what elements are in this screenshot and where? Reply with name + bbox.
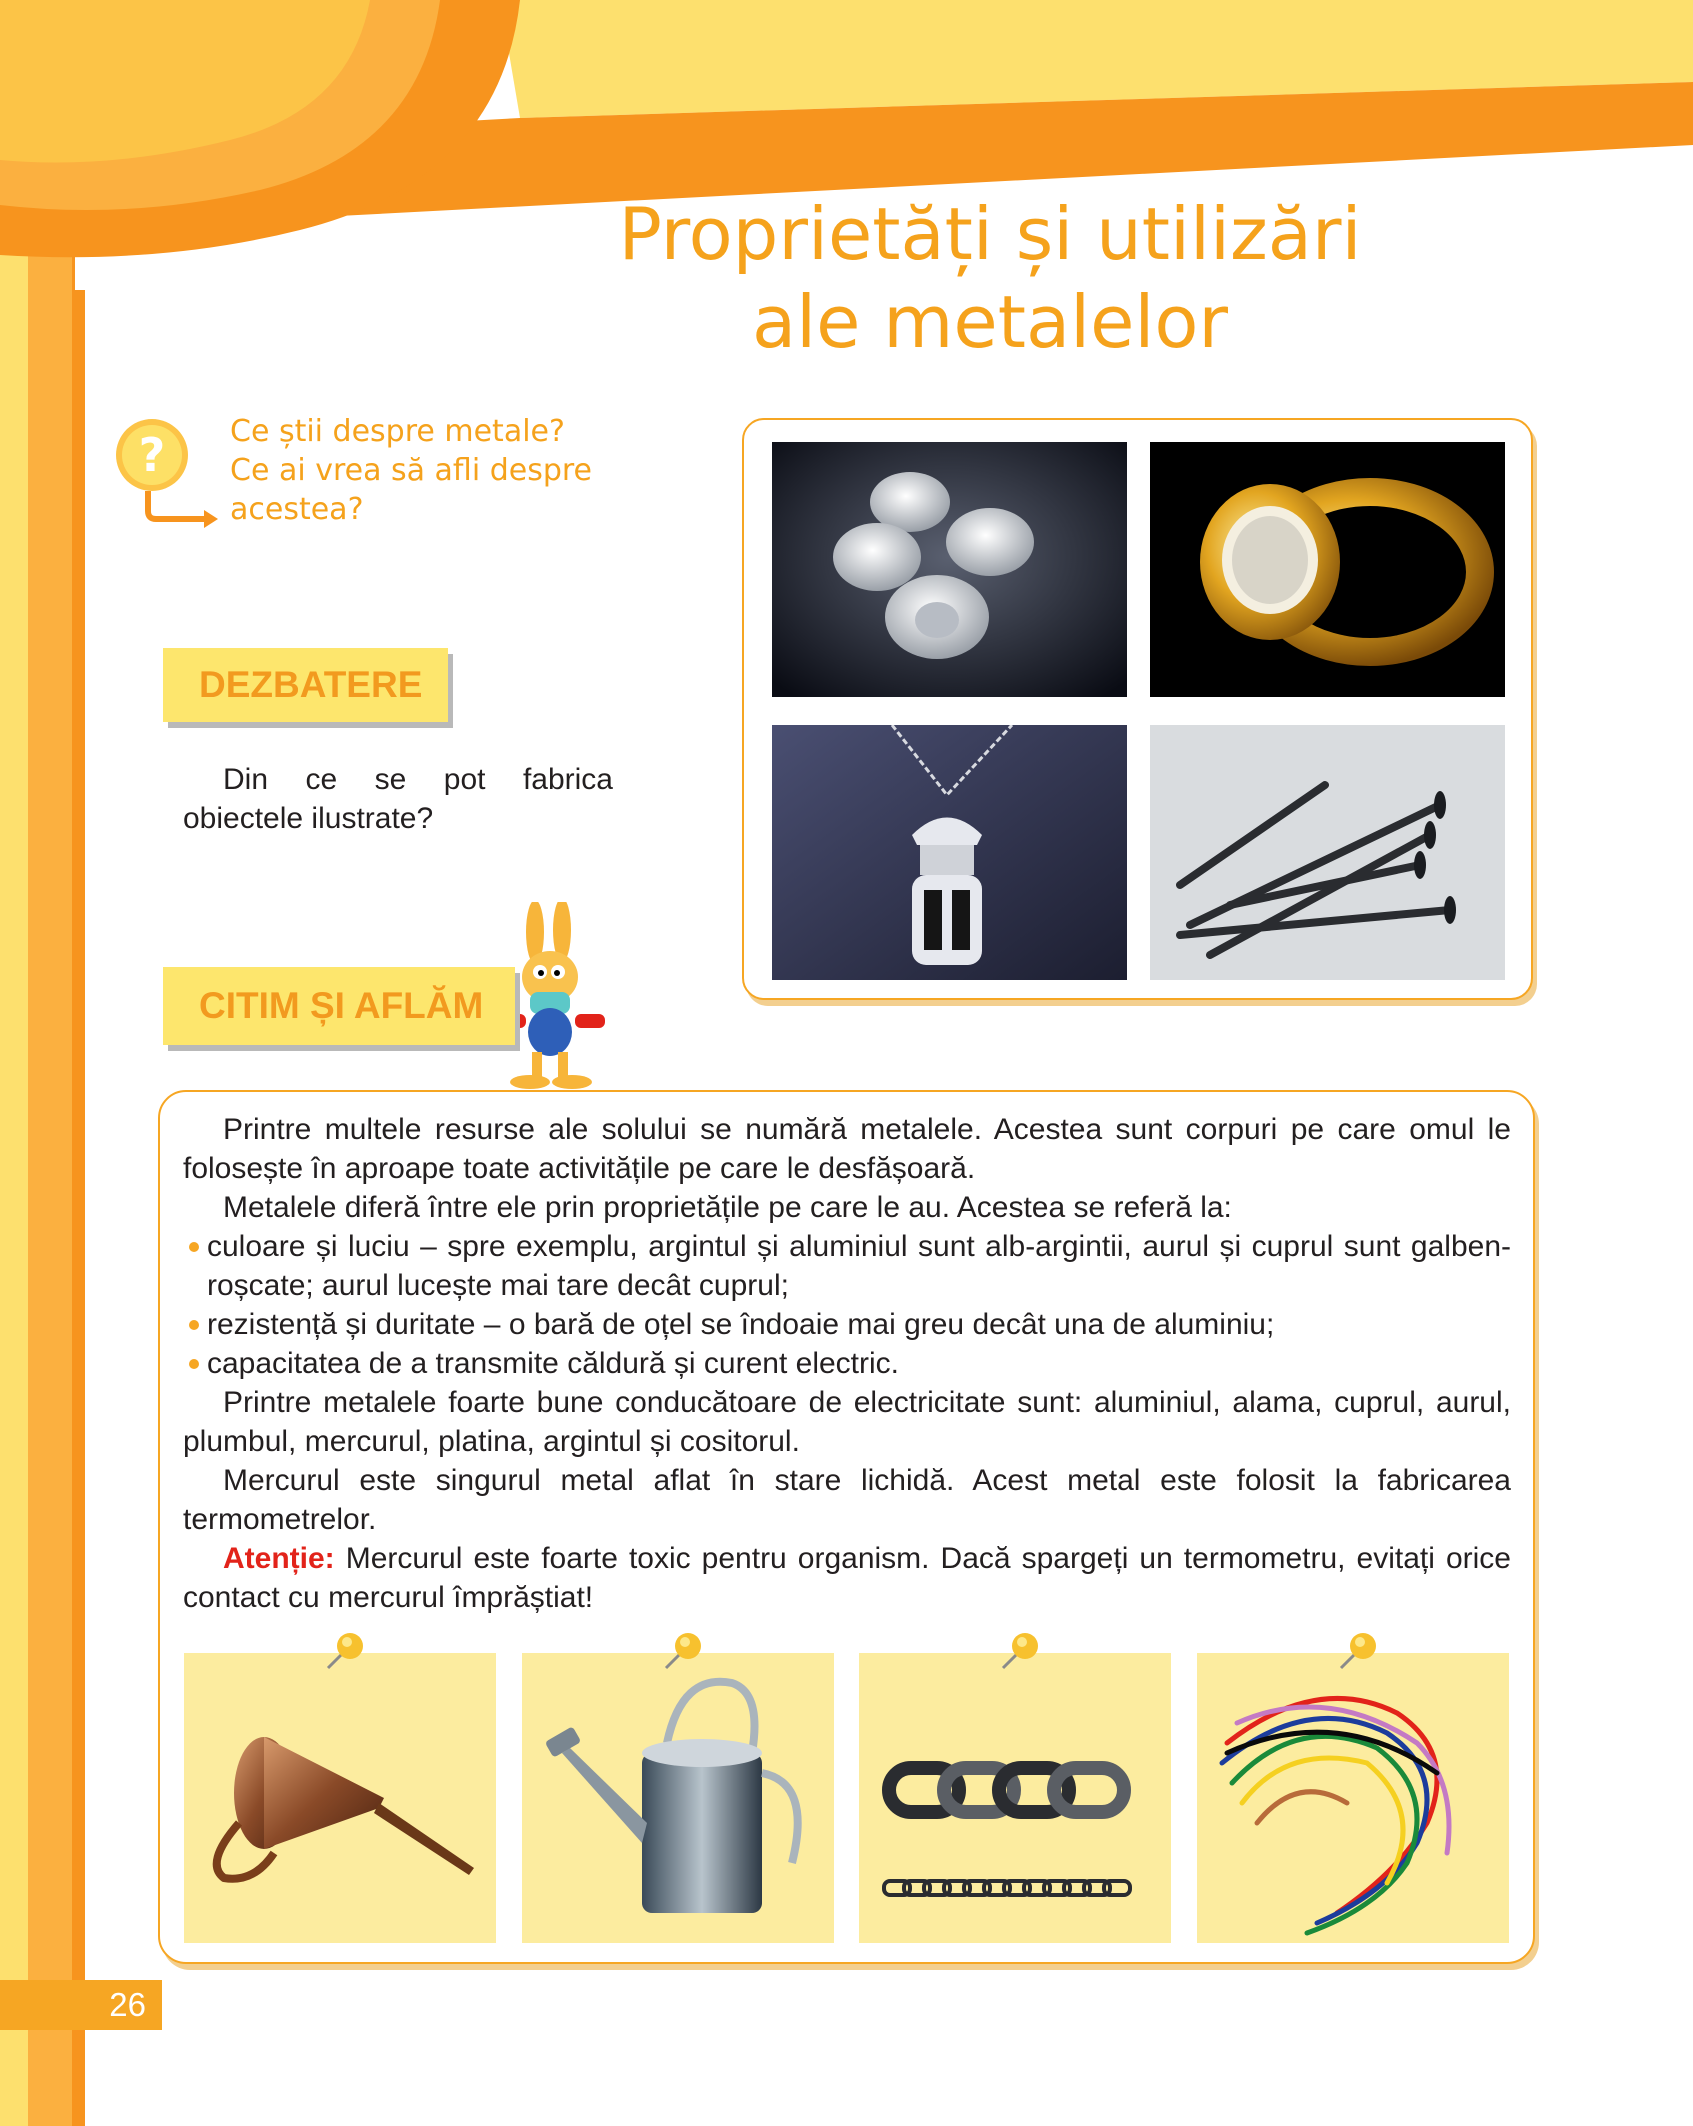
title-line-2: ale metalelor: [751, 280, 1229, 364]
photo-gallery: [742, 418, 1533, 1000]
list-item-text: capacitatea de a transmite căldură și curent electric.: [207, 1347, 900, 1380]
page-number: 26: [0, 1980, 162, 2030]
reading-label: CITIM ȘI AFLĂM: [163, 967, 515, 1045]
list-item: [183, 1305, 1511, 1344]
warning-paragraph: [183, 1539, 1511, 1617]
silver-pendant-photo: [772, 725, 1127, 980]
list-item-text: culoare și luciu – spre exemplu, argintul și aluminiul sunt alb-argintii, aurul și cuprul sunt galben-roșcate; aurul lucește mai tare decât cuprul;: [207, 1230, 1511, 1302]
question-line-2: Ce ai vrea să afli despre: [230, 453, 593, 488]
pushpin-icon: [320, 1626, 370, 1676]
nails-photo: [1150, 725, 1505, 980]
reading-text: [183, 1110, 1511, 1617]
title-line-1: Proprietăți și utilizări: [618, 192, 1362, 276]
question-line-3: acestea?: [230, 492, 364, 527]
bullet-icon: [189, 1359, 199, 1369]
properties-list: [183, 1227, 1511, 1383]
reading-paragraph-1: Printre multele resurse ale solului se numără metalele. Acestea sunt corpuri pe care omul le folosește în aproape toate activitățile pe care le desfășoară.: [183, 1113, 1511, 1185]
debate-label: DEZBATERE: [163, 648, 448, 722]
pushpin-icon: [1333, 1626, 1383, 1676]
aluminum-bowls-photo: [772, 442, 1127, 697]
gold-ring-photo: [1150, 442, 1505, 697]
reading-paragraph-2: Metalele diferă între ele prin proprietățile pe care le au. Acestea se referă la:: [223, 1191, 1232, 1224]
list-item: [183, 1227, 1511, 1305]
funnel-note: [184, 1653, 496, 1943]
steel-chain-illustration: [859, 1653, 1171, 1943]
electric-wires-illustration: [1197, 1653, 1509, 1943]
bullet-icon: [189, 1320, 199, 1330]
pushpin-icon: [658, 1626, 708, 1676]
question-prompt: [230, 412, 650, 529]
wires-note: [1197, 1653, 1509, 1943]
warning-text: Mercurul este foarte toxic pentru organism. Dacă spargeți un termometru, evitați orice contact cu mercurul împrăștiat!: [183, 1542, 1511, 1614]
list-item-text: rezistență și duritate – o bară de oțel se îndoaie mai greu decât una de aluminiu;: [207, 1308, 1275, 1341]
reading-paragraph-4: Mercurul este singurul metal aflat în stare lichidă. Acest metal este folosit la fabricarea termometrelor.: [183, 1464, 1511, 1536]
debate-text: Din ce se pot fabrica obiectele ilustrate?: [183, 763, 613, 835]
watering-can-note: [522, 1653, 834, 1943]
warning-label: Atenție:: [223, 1542, 335, 1575]
copper-funnel-illustration: [184, 1653, 496, 1943]
question-line-1: Ce știi despre metale?: [230, 414, 565, 449]
chain-note: [859, 1653, 1171, 1943]
reading-paragraph-3: Printre metalele foarte bune conducătoare de electricitate sunt: aluminiul, alama, cuprul, aurul, plumbul, mercurul, platina, argintul și cositorul.: [183, 1386, 1511, 1458]
pushpin-icon: [995, 1626, 1045, 1676]
svg-text:?: ?: [138, 428, 166, 482]
watering-can-illustration: [522, 1653, 834, 1943]
page-title: [560, 190, 1420, 366]
question-mark-icon: [110, 415, 220, 535]
list-item: [183, 1344, 1511, 1383]
bullet-icon: [189, 1242, 199, 1252]
